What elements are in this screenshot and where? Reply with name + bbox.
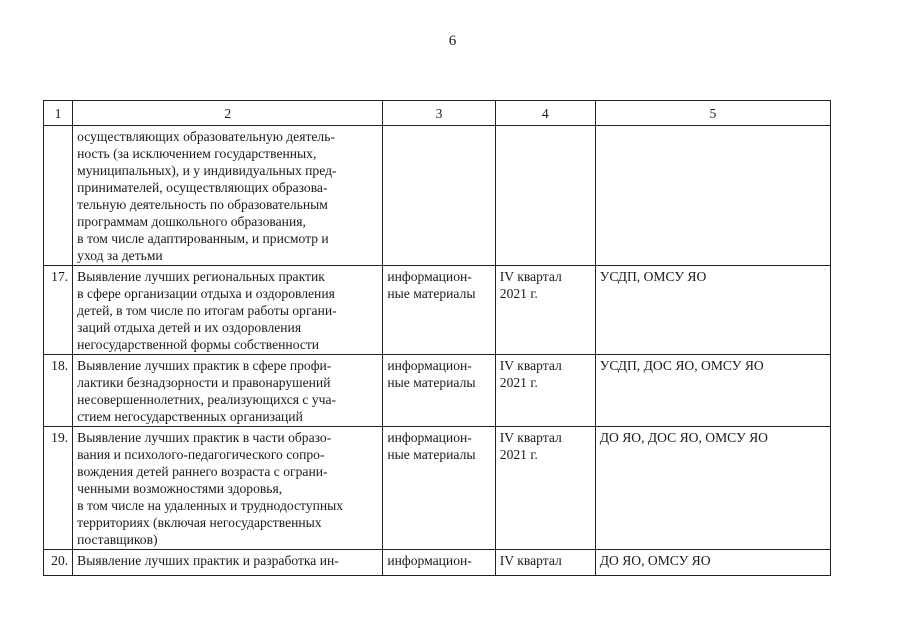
- row-number: 17.: [44, 266, 73, 355]
- header-cell-4: 4: [495, 101, 595, 126]
- deadline: IV квартал: [495, 550, 595, 576]
- measure-text: Выявление лучших практик в сфере профи- лактики безнадзорности и правонарушений несовершеннолетних, реализующихся с уча- стием негосударственных организаций: [73, 355, 383, 427]
- row-number: [44, 126, 73, 266]
- responsible: ДО ЯО, ОМСУ ЯО: [595, 550, 830, 576]
- deadline: IV квартал 2021 г.: [495, 266, 595, 355]
- measure-text: Выявление лучших практик в части образо- вания и психолого-педагогического сопро- вождения детей раннего возраста с ограни- ченными возможностями здоровья, в том числе на удаленных и труднодоступных территориях (включая негосударственных поставщиков): [73, 427, 383, 550]
- table-row: [44, 266, 831, 355]
- result-type: информацион- ные материалы: [383, 266, 495, 355]
- measure-text: осуществляющих образовательную деятель- ность (за исключением государственных, муниципальных), и у индивидуальных пред- принимателей, осуществляющих образова- тельную деятельность по образовательным программам дошкольного образования, в том числе адаптированным, и присмотр и уход за детьми: [73, 126, 383, 266]
- deadline: IV квартал 2021 г.: [495, 355, 595, 427]
- header-cell-2: 2: [73, 101, 383, 126]
- table-row: [44, 427, 831, 550]
- measure-text: Выявление лучших практик и разработка ин-: [73, 550, 383, 576]
- row-number: 19.: [44, 427, 73, 550]
- row-number: 20.: [44, 550, 73, 576]
- responsible: [595, 126, 830, 266]
- responsible: УСДП, ОМСУ ЯО: [595, 266, 830, 355]
- table-row: [44, 550, 831, 576]
- header-cell-1: 1: [44, 101, 73, 126]
- measure-text: Выявление лучших региональных практик в сфере организации отдыха и оздоровления детей, в том числе по итогам работы органи- заций отдыха детей и их оздоровления негосударственной формы собственности: [73, 266, 383, 355]
- header-cell-5: 5: [595, 101, 830, 126]
- result-type: информацион-: [383, 550, 495, 576]
- table-row: [44, 126, 831, 266]
- result-type: информацион- ные материалы: [383, 427, 495, 550]
- table-row: [44, 355, 831, 427]
- responsible: УСДП, ДОС ЯО, ОМСУ ЯО: [595, 355, 830, 427]
- row-number: 18.: [44, 355, 73, 427]
- table-header-row: [44, 101, 831, 126]
- responsible: ДО ЯО, ДОС ЯО, ОМСУ ЯО: [595, 427, 830, 550]
- result-type: информацион- ные материалы: [383, 355, 495, 427]
- result-type: [383, 126, 495, 266]
- header-cell-3: 3: [383, 101, 495, 126]
- page-number: 6: [448, 33, 457, 49]
- deadline: [495, 126, 595, 266]
- deadline: IV квартал 2021 г.: [495, 427, 595, 550]
- measures-table: [43, 100, 831, 576]
